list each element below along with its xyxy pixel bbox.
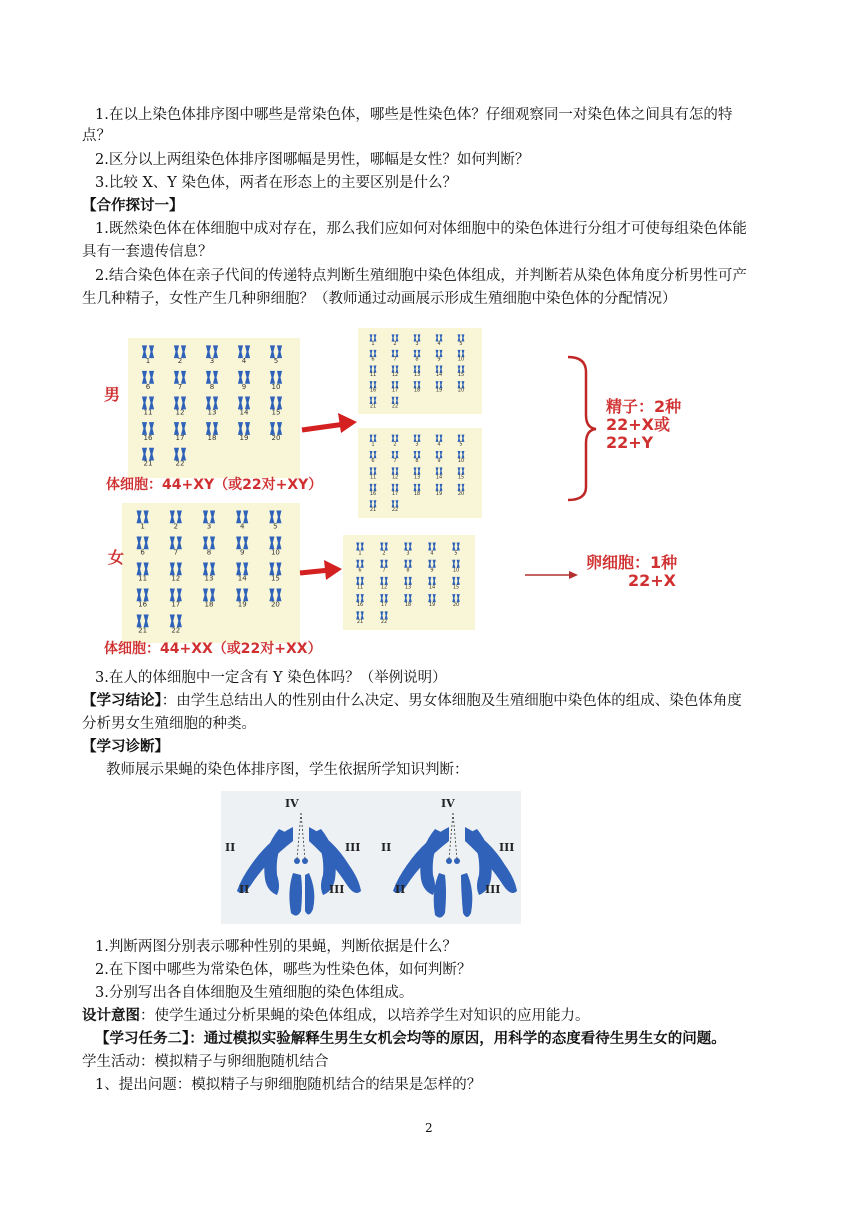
chromosome-pair-glyph bbox=[270, 397, 282, 410]
chromosome-number-label: 14 bbox=[239, 408, 249, 417]
chromosome-number-label: 12 bbox=[380, 584, 388, 591]
fly-right-ii-bottom-label: II bbox=[395, 883, 406, 896]
chromosome-number-label: 3 bbox=[206, 522, 212, 531]
chromosome-pair-glyph bbox=[137, 510, 149, 523]
question-1-line-1: 1.在以上染色体排序图中哪些是常染色体，哪些是性染色体？仔细观察同一对染色体之间具有怎的特 bbox=[95, 107, 733, 123]
chromosome-pair-glyph bbox=[142, 371, 154, 384]
raise-question: 1、提出问题：模拟精子与卵细胞随机结合的结果是怎样的？ bbox=[95, 1077, 482, 1093]
female-label: 女 bbox=[108, 548, 125, 567]
chromosome-number-label: 8 bbox=[206, 548, 212, 557]
chromosome-number-label: 2 bbox=[177, 357, 183, 366]
fly-left-iii-top-label: III bbox=[345, 841, 361, 854]
chromosome-number-label: 9 bbox=[239, 548, 245, 557]
chromosome-pair-glyph bbox=[206, 397, 218, 410]
diagnosis-question-2: 2.在下图中哪些为常染色体，哪些为性染色体，如何判断？ bbox=[95, 962, 472, 978]
fly-right-ii-top-label: II bbox=[381, 841, 392, 854]
chromosome-number-label: 2 bbox=[393, 441, 397, 448]
chromosome-number-label: 1 bbox=[358, 550, 362, 557]
chromosome-number-label: 11 bbox=[369, 372, 377, 379]
diagnosis-question-3: 3.分别写出各自体细胞及生殖细胞的染色体组成。 bbox=[95, 985, 414, 1001]
chromosome-pair-glyph bbox=[137, 536, 149, 549]
learning-task-2: 【学习任务二】：通过模拟实验解释生男生女机会均等的原因，用科学的态度看待生男生女的问题。 bbox=[95, 1030, 726, 1047]
chromosome-pair-glyph bbox=[269, 588, 281, 601]
chromosome-pair-glyph bbox=[170, 588, 182, 601]
chromosome-number-label: 16 bbox=[143, 434, 153, 443]
chromosome-pair-glyph bbox=[142, 448, 154, 461]
chromosome-pair-glyph bbox=[137, 562, 149, 575]
design-intent-text: ：使学生通过分析果蝇的染色体组成，以培养学生对知识的应用能力。 bbox=[140, 1008, 590, 1024]
chromosome-number-label: 16 bbox=[138, 600, 148, 609]
sperm-label-2: 22+X或 bbox=[606, 415, 671, 434]
chromosome-pair-glyph bbox=[142, 397, 154, 410]
chromosome-number-label: 3 bbox=[415, 441, 419, 448]
chromosome-number-label: 3 bbox=[415, 340, 419, 347]
chromosome-number-label: 7 bbox=[173, 548, 179, 557]
chromosome-number-label: 21 bbox=[356, 619, 364, 626]
chromosome-pair-glyph bbox=[174, 371, 186, 384]
male-arrow-icon bbox=[302, 413, 357, 433]
chromosome-pair-glyph bbox=[269, 510, 281, 523]
fly-left-iii-bottom-label: III bbox=[329, 883, 345, 896]
chromosome-number-label: 11 bbox=[369, 474, 377, 481]
conclusion-line-2: 分析男女生殖细胞的种类。 bbox=[82, 716, 256, 732]
chromosome-pair-glyph bbox=[238, 371, 250, 384]
female-arrow-icon bbox=[300, 560, 342, 580]
chromosome-pair-glyph bbox=[236, 562, 248, 575]
chromosome-number-label: 18 bbox=[404, 601, 412, 608]
chromosome-pair-glyph bbox=[236, 536, 248, 549]
chromosome-number-label: 6 bbox=[371, 458, 375, 465]
chromosome-pair-glyph bbox=[269, 562, 281, 575]
chromosome-number-label: 11 bbox=[143, 408, 153, 417]
inquiry-2-line-1: 2.结合染色体在亲子代间的传递特点判断生殖细胞中染色体组成，并判断若从染色体角度分析男性可产 bbox=[95, 268, 747, 284]
chromosome-number-label: 2 bbox=[393, 340, 397, 347]
student-activity: 学生活动：模拟精子与卵细胞随机结合 bbox=[82, 1054, 329, 1070]
chromosome-number-label: 18 bbox=[413, 387, 421, 394]
chromosome-number-label: 17 bbox=[175, 434, 185, 443]
chromosome-pair-glyph bbox=[236, 588, 248, 601]
chromosome-number-label: 3 bbox=[209, 357, 215, 366]
chromosome-number-label: 13 bbox=[204, 574, 214, 583]
chromosome-number-label: 13 bbox=[207, 408, 217, 417]
chromosome-number-label: 17 bbox=[391, 387, 399, 394]
page-number: 2 bbox=[425, 1121, 433, 1135]
chromosome-number-label: 14 bbox=[237, 574, 247, 583]
chromosome-number-label: 22 bbox=[175, 459, 185, 468]
diagnosis-question-1: 1.判断两图分别表示哪种性别的果蝇，判断依据是什么？ bbox=[95, 939, 457, 955]
chromosome-number-label: 5 bbox=[273, 357, 279, 366]
chromosome-pair-glyph bbox=[269, 536, 281, 549]
chromosome-number-label: 17 bbox=[391, 490, 399, 497]
egg-label-1: 卵细胞：1种 bbox=[586, 553, 678, 572]
chromosome-number-label: 7 bbox=[177, 382, 183, 391]
male-body-cell-label: 体细胞：44+XY（或22对+XY） bbox=[106, 477, 323, 493]
chromosome-pair-glyph bbox=[170, 562, 182, 575]
chromosome-number-label: 19 bbox=[237, 600, 247, 609]
chromosome-number-label: 21 bbox=[143, 459, 153, 468]
chromosome-number-label: 5 bbox=[459, 441, 463, 448]
chromosome-number-label: 12 bbox=[391, 372, 399, 379]
chromosome-number-label: 8 bbox=[415, 458, 419, 465]
chromosome-number-label: 13 bbox=[413, 372, 421, 379]
chromosome-number-label: 16 bbox=[369, 387, 377, 394]
fly-right-iii-bottom-label: III bbox=[485, 883, 501, 896]
chromosome-pair-glyph bbox=[170, 536, 182, 549]
diagnosis-intro: 教师展示果蝇的染色体排序图，学生依据所学知识判断： bbox=[106, 762, 469, 778]
chromosome-number-label: 19 bbox=[435, 387, 443, 394]
question-2: 2.区分以上两组染色体排序图哪幅是男性，哪幅是女性？如何判断？ bbox=[95, 152, 530, 168]
chromosome-pair-glyph bbox=[236, 510, 248, 523]
fly-right-iv-label: IV bbox=[441, 797, 455, 810]
chromosome-number-label: 9 bbox=[241, 382, 247, 391]
chromosome-number-label: 10 bbox=[452, 567, 460, 574]
female-body-cell-label: 体细胞：44+XX（或22对+XX） bbox=[104, 641, 322, 657]
fly-karyotype-right bbox=[393, 813, 517, 918]
fly-left-ii-bottom-label: II bbox=[239, 883, 250, 896]
inquiry-1-line-1: 1.既然染色体在体细胞中成对存在，那么我们应如何对体细胞中的染色体进行分组才可使每组染色体能 bbox=[95, 221, 747, 237]
chromosome-number-label: 11 bbox=[356, 584, 364, 591]
inquiry-1-line-2: 具有一套遗传信息？ bbox=[82, 244, 213, 260]
chromosome-pair-glyph bbox=[137, 614, 149, 627]
chromosome-pair-glyph bbox=[142, 345, 154, 358]
chromosome-number-label: 17 bbox=[171, 600, 181, 609]
chromosome-number-label: 20 bbox=[452, 601, 460, 608]
design-intent bbox=[82, 1006, 590, 1026]
chromosome-number-label: 13 bbox=[404, 584, 412, 591]
chromosome-number-label: 6 bbox=[140, 548, 145, 557]
chromosome-number-label: 12 bbox=[391, 474, 399, 481]
chromosome-number-label: 12 bbox=[175, 408, 185, 417]
chromosome-number-label: 10 bbox=[457, 356, 465, 363]
chromosome-pair-glyph bbox=[206, 422, 218, 435]
chromosome-number-label: 4 bbox=[239, 522, 245, 531]
chromosome-number-label: 17 bbox=[380, 601, 388, 608]
chromosome-number-label: 1 bbox=[371, 340, 375, 347]
chromosome-number-label: 8 bbox=[209, 382, 215, 391]
chromosome-number-label: 4 bbox=[437, 441, 441, 448]
chromosome-number-label: 21 bbox=[369, 403, 377, 410]
chromosome-number-label: 5 bbox=[459, 340, 463, 347]
chromosome-number-label: 15 bbox=[452, 584, 460, 591]
chromosome-number-label: 15 bbox=[271, 408, 281, 417]
chromosome-pair-glyph bbox=[238, 422, 250, 435]
design-intent-label: 设计意图 bbox=[82, 1007, 140, 1024]
fly-karyotype-left bbox=[237, 813, 361, 916]
chromosome-number-label: 10 bbox=[271, 382, 281, 391]
inquiry-2-line-2: 生几种精子，女性产生几种卵细胞？（教师通过动画展示形成生殖细胞中染色体的分配情况） bbox=[82, 291, 677, 307]
chromosome-number-label: 12 bbox=[171, 574, 181, 583]
question-y-chromosome: 3.在人的体细胞中一定含有 Y 染色体吗？（举例说明） bbox=[95, 670, 447, 686]
chromosome-number-label: 9 bbox=[437, 356, 441, 363]
chromosome-pair-glyph bbox=[203, 588, 215, 601]
chromosome-number-label: 5 bbox=[454, 550, 458, 557]
sperm-label-1: 精子：2种 bbox=[606, 397, 682, 416]
male-label: 男 bbox=[104, 385, 121, 404]
sperm-brace bbox=[568, 357, 596, 500]
chromosome-pair-glyph bbox=[174, 422, 186, 435]
chromosome-pair-glyph bbox=[170, 614, 182, 627]
chromosome-pair-glyph bbox=[270, 422, 282, 435]
chromosome-number-label: 16 bbox=[356, 601, 364, 608]
chromosome-pair-glyph bbox=[206, 345, 218, 358]
chromosome-number-label: 3 bbox=[406, 550, 410, 557]
chromosome-number-label: 9 bbox=[437, 458, 441, 465]
chromosome-number-label: 22 bbox=[391, 507, 399, 514]
question-1-line-2: 点？ bbox=[82, 128, 111, 144]
chromosome-pair-glyph bbox=[137, 588, 149, 601]
chromosome-number-label: 14 bbox=[435, 474, 443, 481]
chromosome-number-label: 18 bbox=[413, 490, 421, 497]
chromosome-number-label: 22 bbox=[171, 626, 181, 635]
chromosome-number-label: 4 bbox=[241, 357, 247, 366]
chromosome-pair-glyph bbox=[203, 562, 215, 575]
chromosome-pair-glyph bbox=[174, 397, 186, 410]
chromosome-number-label: 14 bbox=[428, 584, 436, 591]
egg-label-2: 22+X bbox=[628, 571, 677, 590]
chromosome-number-label: 15 bbox=[457, 474, 465, 481]
chromosome-number-label: 22 bbox=[380, 619, 388, 626]
fruit-fly-drawing bbox=[221, 791, 521, 924]
question-3: 3.比较 X、Y 染色体，两者在形态上的主要区别是什么？ bbox=[95, 175, 457, 191]
chromosome-number-label: 8 bbox=[415, 356, 419, 363]
chromosome-pair-glyph bbox=[203, 510, 215, 523]
egg-arrow-icon bbox=[525, 571, 578, 579]
chromosome-number-label: 7 bbox=[382, 567, 386, 574]
chromosome-number-label: 2 bbox=[382, 550, 386, 557]
chromosome-number-label: 1 bbox=[371, 441, 375, 448]
chromosome-number-label: 10 bbox=[457, 458, 465, 465]
chromosome-pair-glyph bbox=[238, 397, 250, 410]
fly-left-iv-label: IV bbox=[285, 797, 299, 810]
chromosome-pair-glyph bbox=[238, 345, 250, 358]
chromosome-pair-glyph bbox=[203, 536, 215, 549]
chromosome-number-label: 19 bbox=[435, 490, 443, 497]
chromosome-number-label: 20 bbox=[270, 600, 280, 609]
diagnosis-heading: 【学习诊断】 bbox=[82, 738, 169, 755]
chromosome-number-label: 14 bbox=[435, 372, 443, 379]
chromosome-number-label: 1 bbox=[140, 522, 145, 531]
chromosome-number-label: 15 bbox=[457, 372, 465, 379]
chromosome-number-label: 20 bbox=[271, 434, 281, 443]
chromosome-number-label: 15 bbox=[270, 574, 280, 583]
inquiry-heading: 【合作探讨一】 bbox=[82, 197, 184, 214]
chromosome-pair-glyph bbox=[174, 448, 186, 461]
chromosome-number-label: 18 bbox=[207, 434, 217, 443]
fruit-fly-karyotype-figure bbox=[221, 791, 521, 924]
conclusion-text: ：由学生总结出人的性别由什么决定、男女体细胞及生殖细胞中染色体的组成、染色体角度 bbox=[161, 693, 742, 709]
chromosome-number-label: 21 bbox=[138, 626, 148, 635]
conclusion-label: 【学习结论】 bbox=[82, 692, 162, 709]
fly-right-iii-top-label: III bbox=[499, 841, 515, 854]
chromosome-number-label: 8 bbox=[406, 567, 410, 574]
chromosome-number-label: 11 bbox=[138, 574, 148, 583]
chromosome-pair-glyph bbox=[270, 345, 282, 358]
conclusion-line-1 bbox=[82, 691, 742, 711]
chromosome-number-label: 2 bbox=[173, 522, 179, 531]
chromosome-number-label: 7 bbox=[393, 356, 397, 363]
chromosome-pair-glyph bbox=[270, 371, 282, 384]
chromosome-number-label: 16 bbox=[369, 490, 377, 497]
chromosome-number-label: 18 bbox=[204, 600, 214, 609]
chromosome-number-label: 22 bbox=[391, 403, 399, 410]
chromosome-pair-glyph bbox=[142, 422, 154, 435]
chromosome-pair-glyph bbox=[174, 345, 186, 358]
chromosome-number-label: 6 bbox=[358, 567, 362, 574]
chromosome-number-label: 4 bbox=[430, 550, 434, 557]
chromosome-number-label: 20 bbox=[457, 387, 465, 394]
chromosome-number-label: 20 bbox=[457, 490, 465, 497]
fly-left-ii-top-label: II bbox=[225, 841, 236, 854]
chromosome-number-label: 19 bbox=[239, 434, 249, 443]
chromosome-number-label: 1 bbox=[145, 357, 151, 366]
chromosome-number-label: 19 bbox=[428, 601, 436, 608]
chromosome-number-label: 5 bbox=[273, 522, 278, 531]
chromosome-number-label: 6 bbox=[371, 356, 375, 363]
sperm-label-3: 22+Y bbox=[606, 433, 654, 452]
chromosome-number-label: 6 bbox=[145, 382, 151, 391]
chromosome-number-label: 7 bbox=[393, 458, 397, 465]
chromosome-number-label: 21 bbox=[369, 507, 377, 514]
chromosome-number-label: 10 bbox=[270, 548, 280, 557]
chromosome-pair-glyph bbox=[206, 371, 218, 384]
chromosome-pair-glyph bbox=[170, 510, 182, 523]
chromosome-number-label: 13 bbox=[413, 474, 421, 481]
chromosome-number-label: 4 bbox=[437, 340, 441, 347]
chromosome-number-label: 9 bbox=[430, 567, 434, 574]
